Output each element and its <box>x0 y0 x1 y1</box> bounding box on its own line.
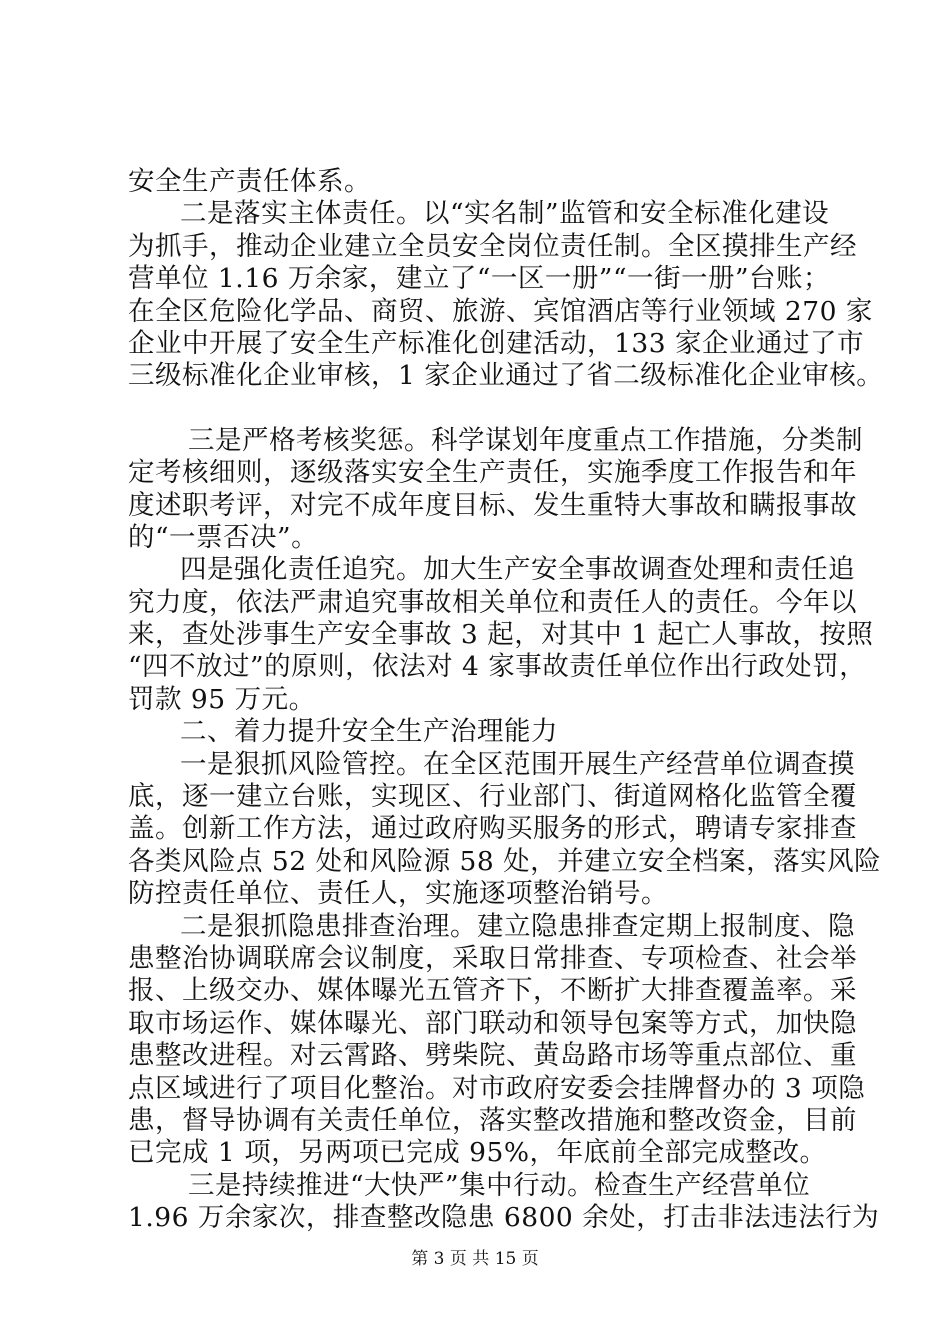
text-line: 企业中开展了安全生产标准化创建活动，133 家企业通过了市 <box>128 327 865 359</box>
text-line: 防控责任单位、责任人，实施逐项整治销号。 <box>128 878 668 910</box>
text-line: 为抓手，推动企业建立全员安全岗位责任制。全区摸排生产经 <box>128 230 857 262</box>
text-line: 一是狠抓风险管控。在全区范围开展生产经营单位调查摸 <box>180 748 855 780</box>
text-line: 营单位 1.16 万余家，建立了“一区一册”“一街一册”台账； <box>128 263 831 295</box>
text-line: 取市场运作、媒体曝光、部门联动和领导包案等方式，加快隐 <box>128 1007 857 1039</box>
text-line: 二、着力提升安全生产治理能力 <box>180 716 558 748</box>
text-line: 定考核细则，逐级落实安全生产责任，实施季度工作报告和年 <box>128 457 857 489</box>
text-line: 报、上级交办、媒体曝光五管齐下，不断扩大排查覆盖率。采 <box>128 975 857 1007</box>
text-line: 已完成 1 项，另两项已完成 95%，年底前全部完成整改。 <box>128 1137 827 1169</box>
text-line: 各类风险点 52 处和风险源 58 处，并建立安全档案，落实风险 <box>128 845 882 877</box>
text-line: 的“一票否决”。 <box>128 521 319 553</box>
text-line: “四不放过”的原则，依法对 4 家事故责任单位作出行政处罚， <box>128 651 867 683</box>
text-line: 二是落实主体责任。以“实名制”监管和安全标准化建设 <box>180 198 830 230</box>
text-line: 四是强化责任追究。加大生产安全事故调查处理和责任追 <box>180 554 855 586</box>
document-body <box>128 166 884 1235</box>
text-line: 患整改进程。对云霄路、劈柴院、黄岛路市场等重点部位、重 <box>128 1040 857 1072</box>
text-line: 安全生产责任体系。 <box>128 166 371 197</box>
text-line: 盖。创新工作方法，通过政府购买服务的形式，聘请专家排查 <box>128 813 857 845</box>
text-line: 罚款 95 万元。 <box>128 683 316 715</box>
text-line: 究力度，依法严肃追究事故相关单位和责任人的责任。今年以 <box>128 586 857 618</box>
paragraph-gap <box>128 393 828 425</box>
text-line: 底，逐一建立台账，实现区、行业部门、街道网格化监管全覆 <box>128 781 857 813</box>
text-line: 三级标准化企业审核，1 家企业通过了省二级标准化企业审核。 <box>128 360 884 392</box>
text-line: 二是狠抓隐患排查治理。建立隐患排查定期上报制度、隐 <box>180 910 855 942</box>
text-line: 患，督导协调有关责任单位，落实整改措施和整改资金，目前 <box>128 1104 857 1136</box>
text-line: 患整治协调联席会议制度，采取日常排查、专项检查、社会举 <box>128 942 857 974</box>
text-line: 在全区危险化学品、商贸、旅游、宾馆酒店等行业领域 270 家 <box>128 295 873 327</box>
page-footer: 第 3 页 共 15 页 <box>411 1249 539 1269</box>
text-line: 来，查处涉事生产安全事故 3 起，对其中 1 起亡人事故，按照 <box>128 619 874 651</box>
text-line: 三是持续推进“大快严”集中行动。检查生产经营单位 <box>188 1169 811 1201</box>
text-line: 1.96 万余家次，排查整改隐患 6800 余处，打击非法违法行为 <box>128 1202 880 1234</box>
text-line: 度述职考评，对完不成年度目标、发生重特大事故和瞒报事故 <box>128 489 857 521</box>
text-line: 点区域进行了项目化整治。对市政府安委会挂牌督办的 3 项隐 <box>128 1072 866 1104</box>
text-line: 三是严格考核奖惩。科学谋划年度重点工作措施，分类制 <box>188 424 863 456</box>
